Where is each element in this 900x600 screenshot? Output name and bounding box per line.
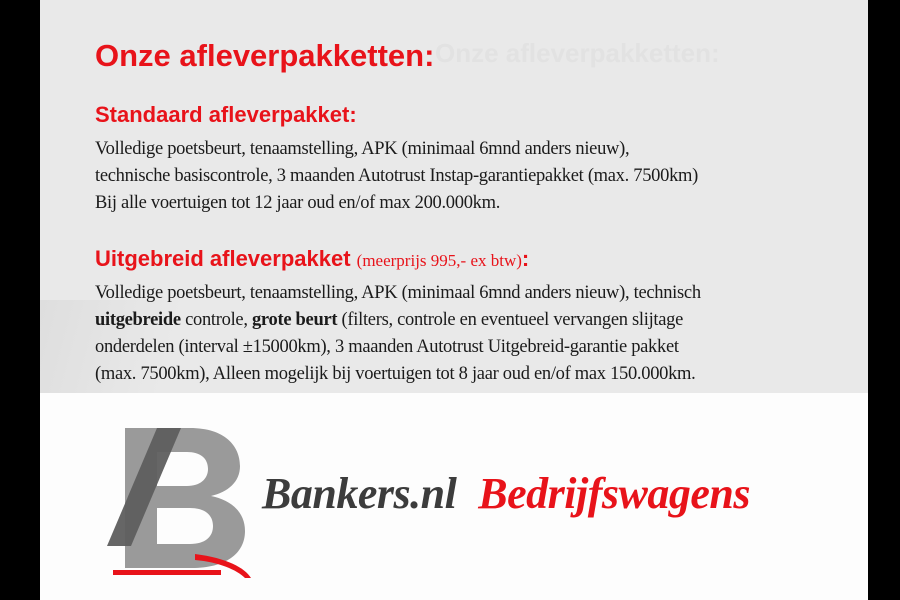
page-title: Onze afleverpakketten:	[95, 38, 435, 73]
body-line: Bij alle voertuigen tot 12 jaar oud en/of max 200.000km.	[95, 193, 501, 214]
body-line: technische basiscontrole, 3 maanden Autotrust Instap-garantiepakket (max. 7500km)	[95, 166, 698, 187]
section-body-uitgebreid	[95, 280, 835, 389]
watermark-title: Onze afleverpakketten:	[435, 38, 720, 68]
brand-name: Bankers.nl	[262, 469, 457, 518]
brand-segment: Bedrijfswagens	[478, 469, 750, 518]
section-heading-standaard: Standaard afleverpakket:	[95, 102, 357, 127]
section-heading-uitgebreid-main: Uitgebreid afleverpakket	[95, 245, 351, 271]
body-text-fragment: controle,	[185, 309, 252, 330]
bold-term-grote-beurt: grote beurt	[251, 309, 338, 330]
body-line: Volledige poetsbeurt, tenaamstelling, APK (minimaal 6mnd anders nieuw),	[95, 139, 630, 159]
section-standaard	[95, 102, 835, 218]
bankers-b-logo-icon	[95, 418, 270, 578]
section-heading-uitgebreid	[95, 246, 835, 272]
body-text-fragment: (filters, controle en eventueel vervangen slijtage	[337, 309, 684, 330]
section-heading-uitgebreid-note: (meerprijs 995,- ex btw)	[356, 250, 522, 270]
brand-lockup	[262, 468, 750, 519]
footer-logo-area	[40, 393, 868, 600]
section-body-standaard	[95, 136, 835, 218]
body-line: onderdelen (interval ±15000km), 3 maanden Autotrust Uitgebreid-garantie pakket	[95, 336, 679, 357]
body-line: Volledige poetsbeurt, tenaamstelling, APK (minimaal 6mnd anders nieuw), technisch	[95, 282, 701, 303]
section-uitgebreid	[95, 246, 835, 389]
section-heading-uitgebreid-colon: :	[521, 245, 530, 271]
body-line: (max. 7500km), Alleen mogelijk bij voertuigen tot 8 jaar oud en/of max 150.000km.	[95, 364, 696, 385]
document-content	[95, 30, 835, 388]
body-line-bolded	[95, 307, 835, 334]
bold-term-uitgebreide: uitgebreide	[95, 309, 181, 330]
